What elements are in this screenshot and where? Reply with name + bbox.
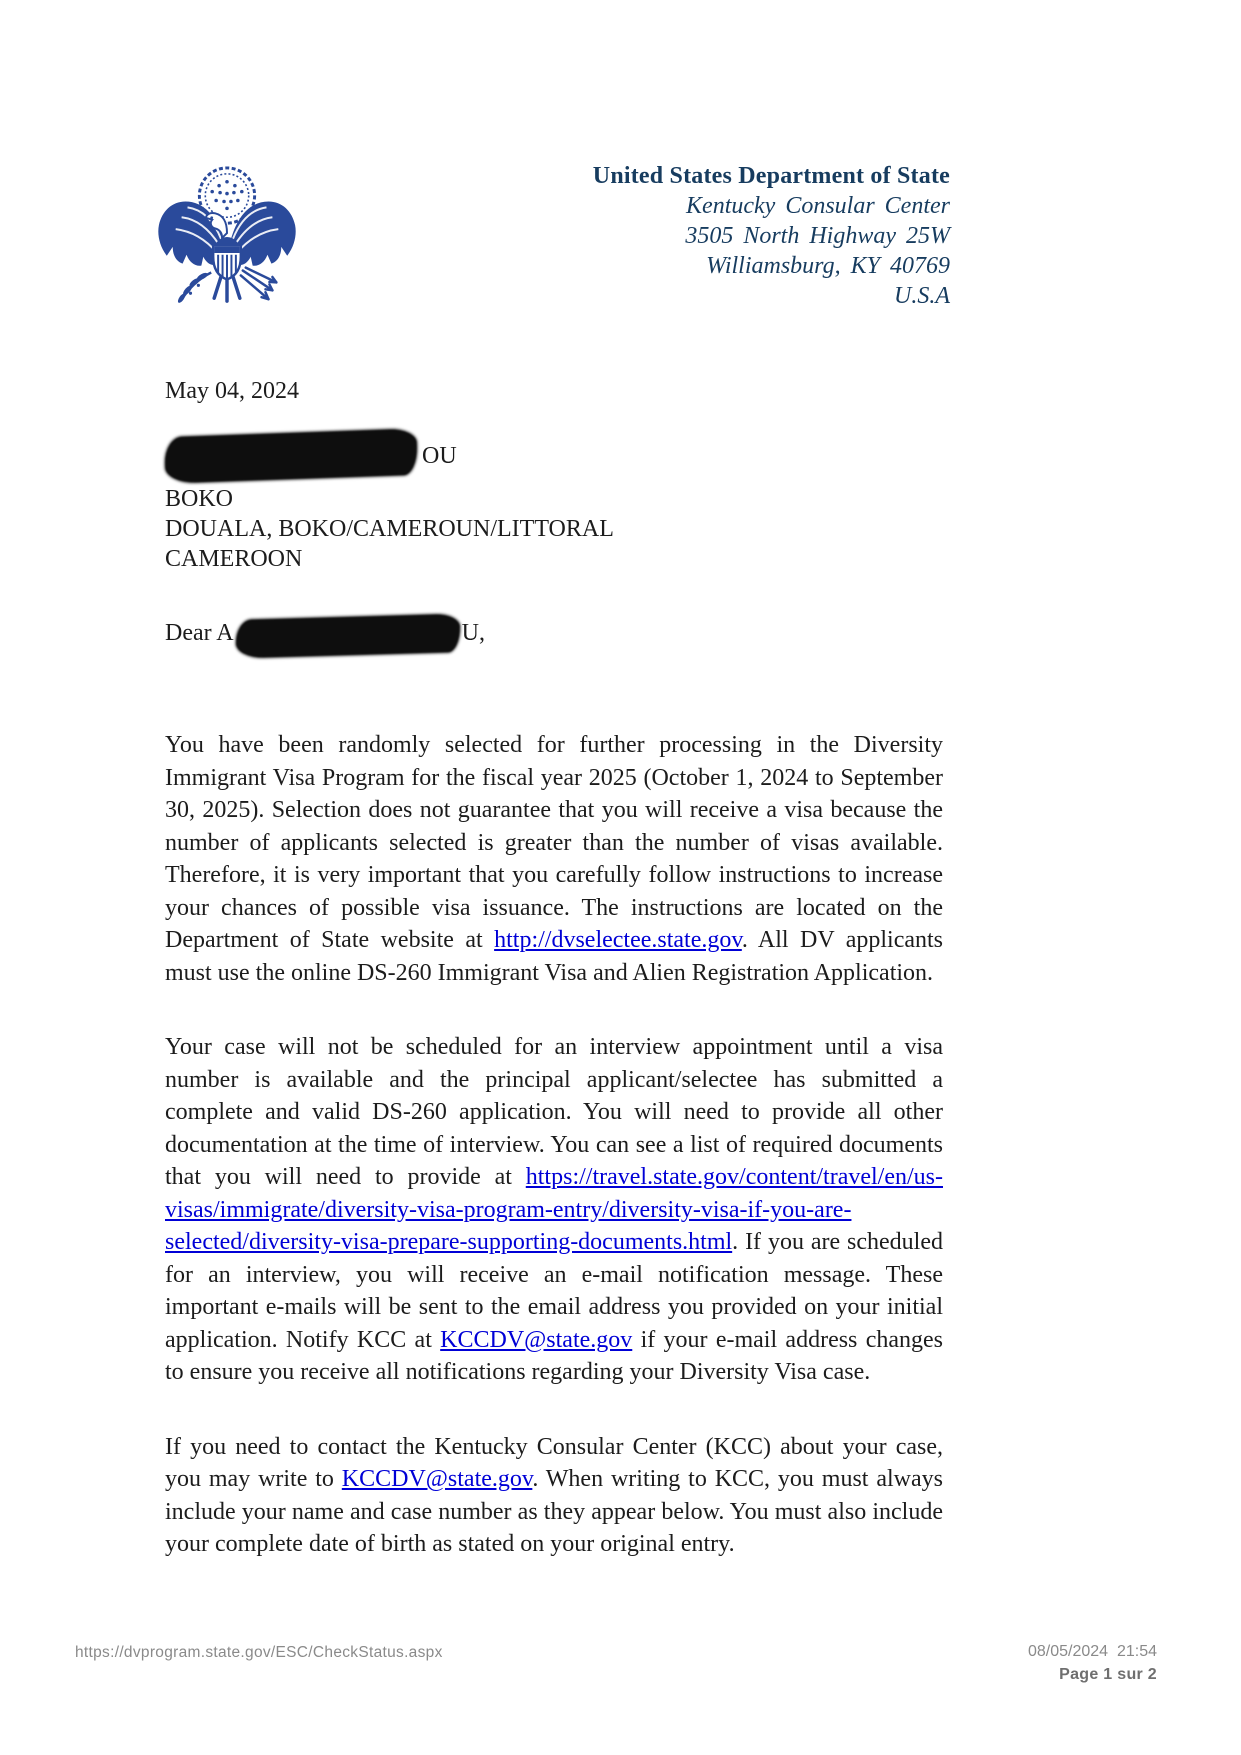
salutation-line	[165, 610, 485, 656]
paragraph-selection-notice	[165, 729, 943, 989]
print-footer-page-number: Page 1 sur 2	[1059, 1666, 1157, 1683]
print-footer-datetime: 08/05/2024 21:54	[1027, 1643, 1157, 1660]
letter-date: May 04, 2024	[165, 378, 299, 404]
recipient-address	[165, 428, 614, 574]
great-seal-icon	[152, 162, 302, 312]
print-footer-right	[1028, 1640, 1157, 1686]
letterhead-org: United States Department of State	[592, 163, 950, 189]
paragraph-contact-kcc	[165, 1431, 943, 1561]
print-footer-source-url: https://dvprogram.state.gov/ESC/CheckStatus.aspx	[75, 1644, 443, 1661]
dvselectee-link[interactable]: http://dvselectee.state.gov	[494, 927, 742, 953]
letter-body	[165, 729, 943, 1603]
kccdv-email-link[interactable]: KCCDV@state.gov	[341, 1466, 533, 1492]
recipient-name-line	[165, 428, 614, 484]
recipient-name-visible-suffix: OU	[422, 442, 457, 469]
letterhead-address-line: Kentucky Consular Center	[686, 193, 950, 219]
paragraph-text: You have been randomly selected for further processing in the Diversity Immigrant Visa Program for the fiscal year 2025 (October 1, 2024 to September 30, 2025). Selection does not guarantee that you will receive a visa because the number of applicants selected is greater than the number of visas available. Therefore, it is very important that you carefully follow instructions to increase your chances of possible visa issuance. The instructions are located on the Department of State website at	[165, 732, 943, 953]
kccdv-email-link[interactable]: KCCDV@state.gov	[440, 1326, 633, 1353]
recipient-address-line: CAMEROON	[165, 546, 303, 572]
supporting-documents-link[interactable]: https://travel.state.gov/content/travel/en/us-visas/immigrate/diversity-visa-program-entry/diversity-visa-if-you-are-selected/diversity-visa-prepare-supporting-documents.html	[165, 1164, 943, 1255]
paragraph-text: if your e-mail address changes to ensure you receive all notifications regarding your Diversity Visa case.	[165, 1326, 943, 1385]
salutation-suffix: U,	[461, 619, 485, 646]
redaction-scribble	[235, 614, 460, 658]
paragraph-text: If you need to contact the Kentucky Consular Center (KCC) about your case, you may write to	[165, 1433, 943, 1492]
paragraph-text: . All DV applicants must use the online DS-260 Immigrant Visa and Alien Registration Application.	[165, 927, 944, 986]
letterhead-address-line: Williamsburg, KY 40769	[706, 253, 950, 279]
salutation-prefix: Dear A	[165, 619, 234, 646]
letterhead	[593, 161, 950, 311]
redaction-scribble	[164, 429, 417, 484]
letterhead-address-line: U.S.A	[894, 283, 950, 309]
paragraph-text: Your case will not be scheduled for an interview appointment until a visa number is available and the principal applicant/selectee has submitted a complete and valid DS-260 application. You will need to provide all other documentation at the time of interview. You can see a list of required documents that you will need to provide at	[165, 1034, 943, 1190]
letterhead-address-line: 3505 North Highway 25W	[685, 223, 950, 249]
recipient-address-line: BOKO	[165, 486, 234, 512]
paragraph-text: . When writing to KCC, you must always include your name and case number as they appear below. You must also include your complete date of birth as stated on your original entry.	[165, 1466, 943, 1557]
paragraph-text: . If you are scheduled for an interview, you will receive an e-mail notification message. These important e-mails will be sent to the email address you provided on your initial application. Notify KCC at	[165, 1229, 943, 1353]
paragraph-interview-info	[165, 1031, 943, 1389]
recipient-address-line: DOUALA, BOKO/CAMEROUN/LITTORAL	[165, 516, 614, 542]
